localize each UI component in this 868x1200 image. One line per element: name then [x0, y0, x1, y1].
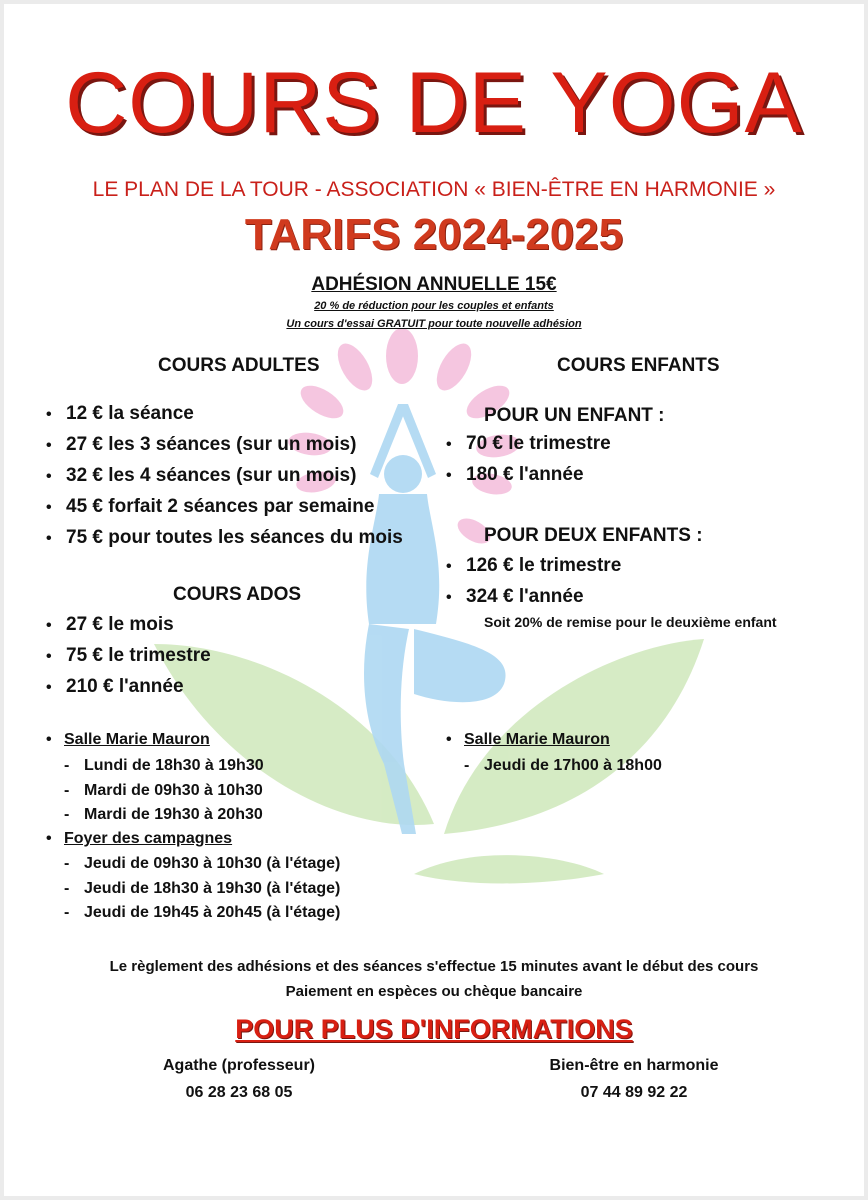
- payment-method-note: Paiement en espèces ou chèque bancaire: [285, 983, 583, 1000]
- list-item: • 70 € le trimestre: [446, 428, 611, 459]
- more-info-heading: POUR PLUS D'INFORMATIONS: [235, 1014, 633, 1044]
- list-item: • 75 € pour toutes les séances du mois: [46, 522, 403, 553]
- contact-teacher: [134, 1052, 344, 1106]
- trial-note: Un cours d'essai GRATUIT pour toute nouvelle adhésion: [286, 318, 582, 330]
- list-item: • 180 € l'année: [446, 459, 611, 490]
- schedule-list: [464, 754, 662, 779]
- schedule-item: - Lundi de 18h30 à 19h30: [64, 754, 264, 779]
- contact-name: Bien-être en harmonie: [549, 1057, 719, 1074]
- contact-name: Agathe (professeur): [162, 1057, 316, 1074]
- list-item: • 32 € les 4 séances (sur un mois): [46, 460, 403, 491]
- sibling-discount-note: Soit 20% de remise pour le deuxième enfant: [484, 614, 777, 630]
- one-child-price-list: [446, 428, 611, 490]
- contact-association: [519, 1052, 749, 1106]
- schedule-item: - Mardi de 19h30 à 20h30: [64, 803, 264, 828]
- list-item: • 126 € le trimestre: [446, 550, 621, 581]
- contact-phone: 06 28 23 68 05: [185, 1084, 293, 1101]
- teens-price-list: [46, 609, 211, 702]
- schedule-item: - Jeudi de 17h00 à 18h00: [464, 754, 662, 779]
- list-item: • 45 € forfait 2 séances par semaine: [46, 491, 403, 522]
- schedule-item: - Jeudi de 09h30 à 10h30 (à l'étage): [64, 852, 340, 877]
- contact-phone: 07 44 89 92 22: [580, 1084, 688, 1101]
- schedule-list: [64, 754, 264, 828]
- schedule-list: [64, 852, 340, 926]
- location-salle-marie-mauron: • Salle Marie Mauron: [46, 731, 210, 749]
- adults-price-list: [46, 398, 403, 553]
- location-foyer-des-campagnes: • Foyer des campagnes: [46, 830, 232, 848]
- subtitle: LE PLAN DE LA TOUR - ASSOCIATION « BIEN-ÊTRE EN HARMONIE »: [92, 178, 776, 201]
- payment-timing-note: Le règlement des adhésions et des séances s'effectue 15 minutes avant le début des cours: [109, 958, 759, 975]
- adults-heading: COURS ADULTES: [158, 355, 320, 376]
- list-item: • 27 € le mois: [46, 609, 211, 640]
- adhesion-fee: ADHÉSION ANNUELLE 15€: [311, 274, 557, 295]
- teens-heading: COURS ADOS: [173, 584, 302, 605]
- list-item: • 27 € les 3 séances (sur un mois): [46, 429, 403, 460]
- location-salle-marie-mauron-children: • Salle Marie Mauron: [446, 731, 610, 749]
- flyer-page: [4, 4, 864, 1196]
- list-item: • 75 € le trimestre: [46, 640, 211, 671]
- tarifs-heading: TARIFS 2024-2025: [244, 210, 624, 259]
- page-title: COURS DE YOGA: [65, 55, 803, 151]
- list-item: • 210 € l'année: [46, 671, 211, 702]
- schedule-item: - Jeudi de 19h45 à 20h45 (à l'étage): [64, 901, 340, 926]
- children-heading: COURS ENFANTS: [557, 355, 720, 376]
- one-child-heading: POUR UN ENFANT :: [484, 405, 665, 426]
- two-children-heading: POUR DEUX ENFANTS :: [484, 525, 703, 546]
- two-children-price-list: [446, 550, 621, 612]
- schedule-item: - Jeudi de 18h30 à 19h30 (à l'étage): [64, 877, 340, 902]
- list-item: • 12 € la séance: [46, 398, 403, 429]
- list-item: • 324 € l'année: [446, 581, 621, 612]
- discount-note: 20 % de réduction pour les couples et enfants: [314, 300, 554, 312]
- schedule-item: - Mardi de 09h30 à 10h30: [64, 779, 264, 804]
